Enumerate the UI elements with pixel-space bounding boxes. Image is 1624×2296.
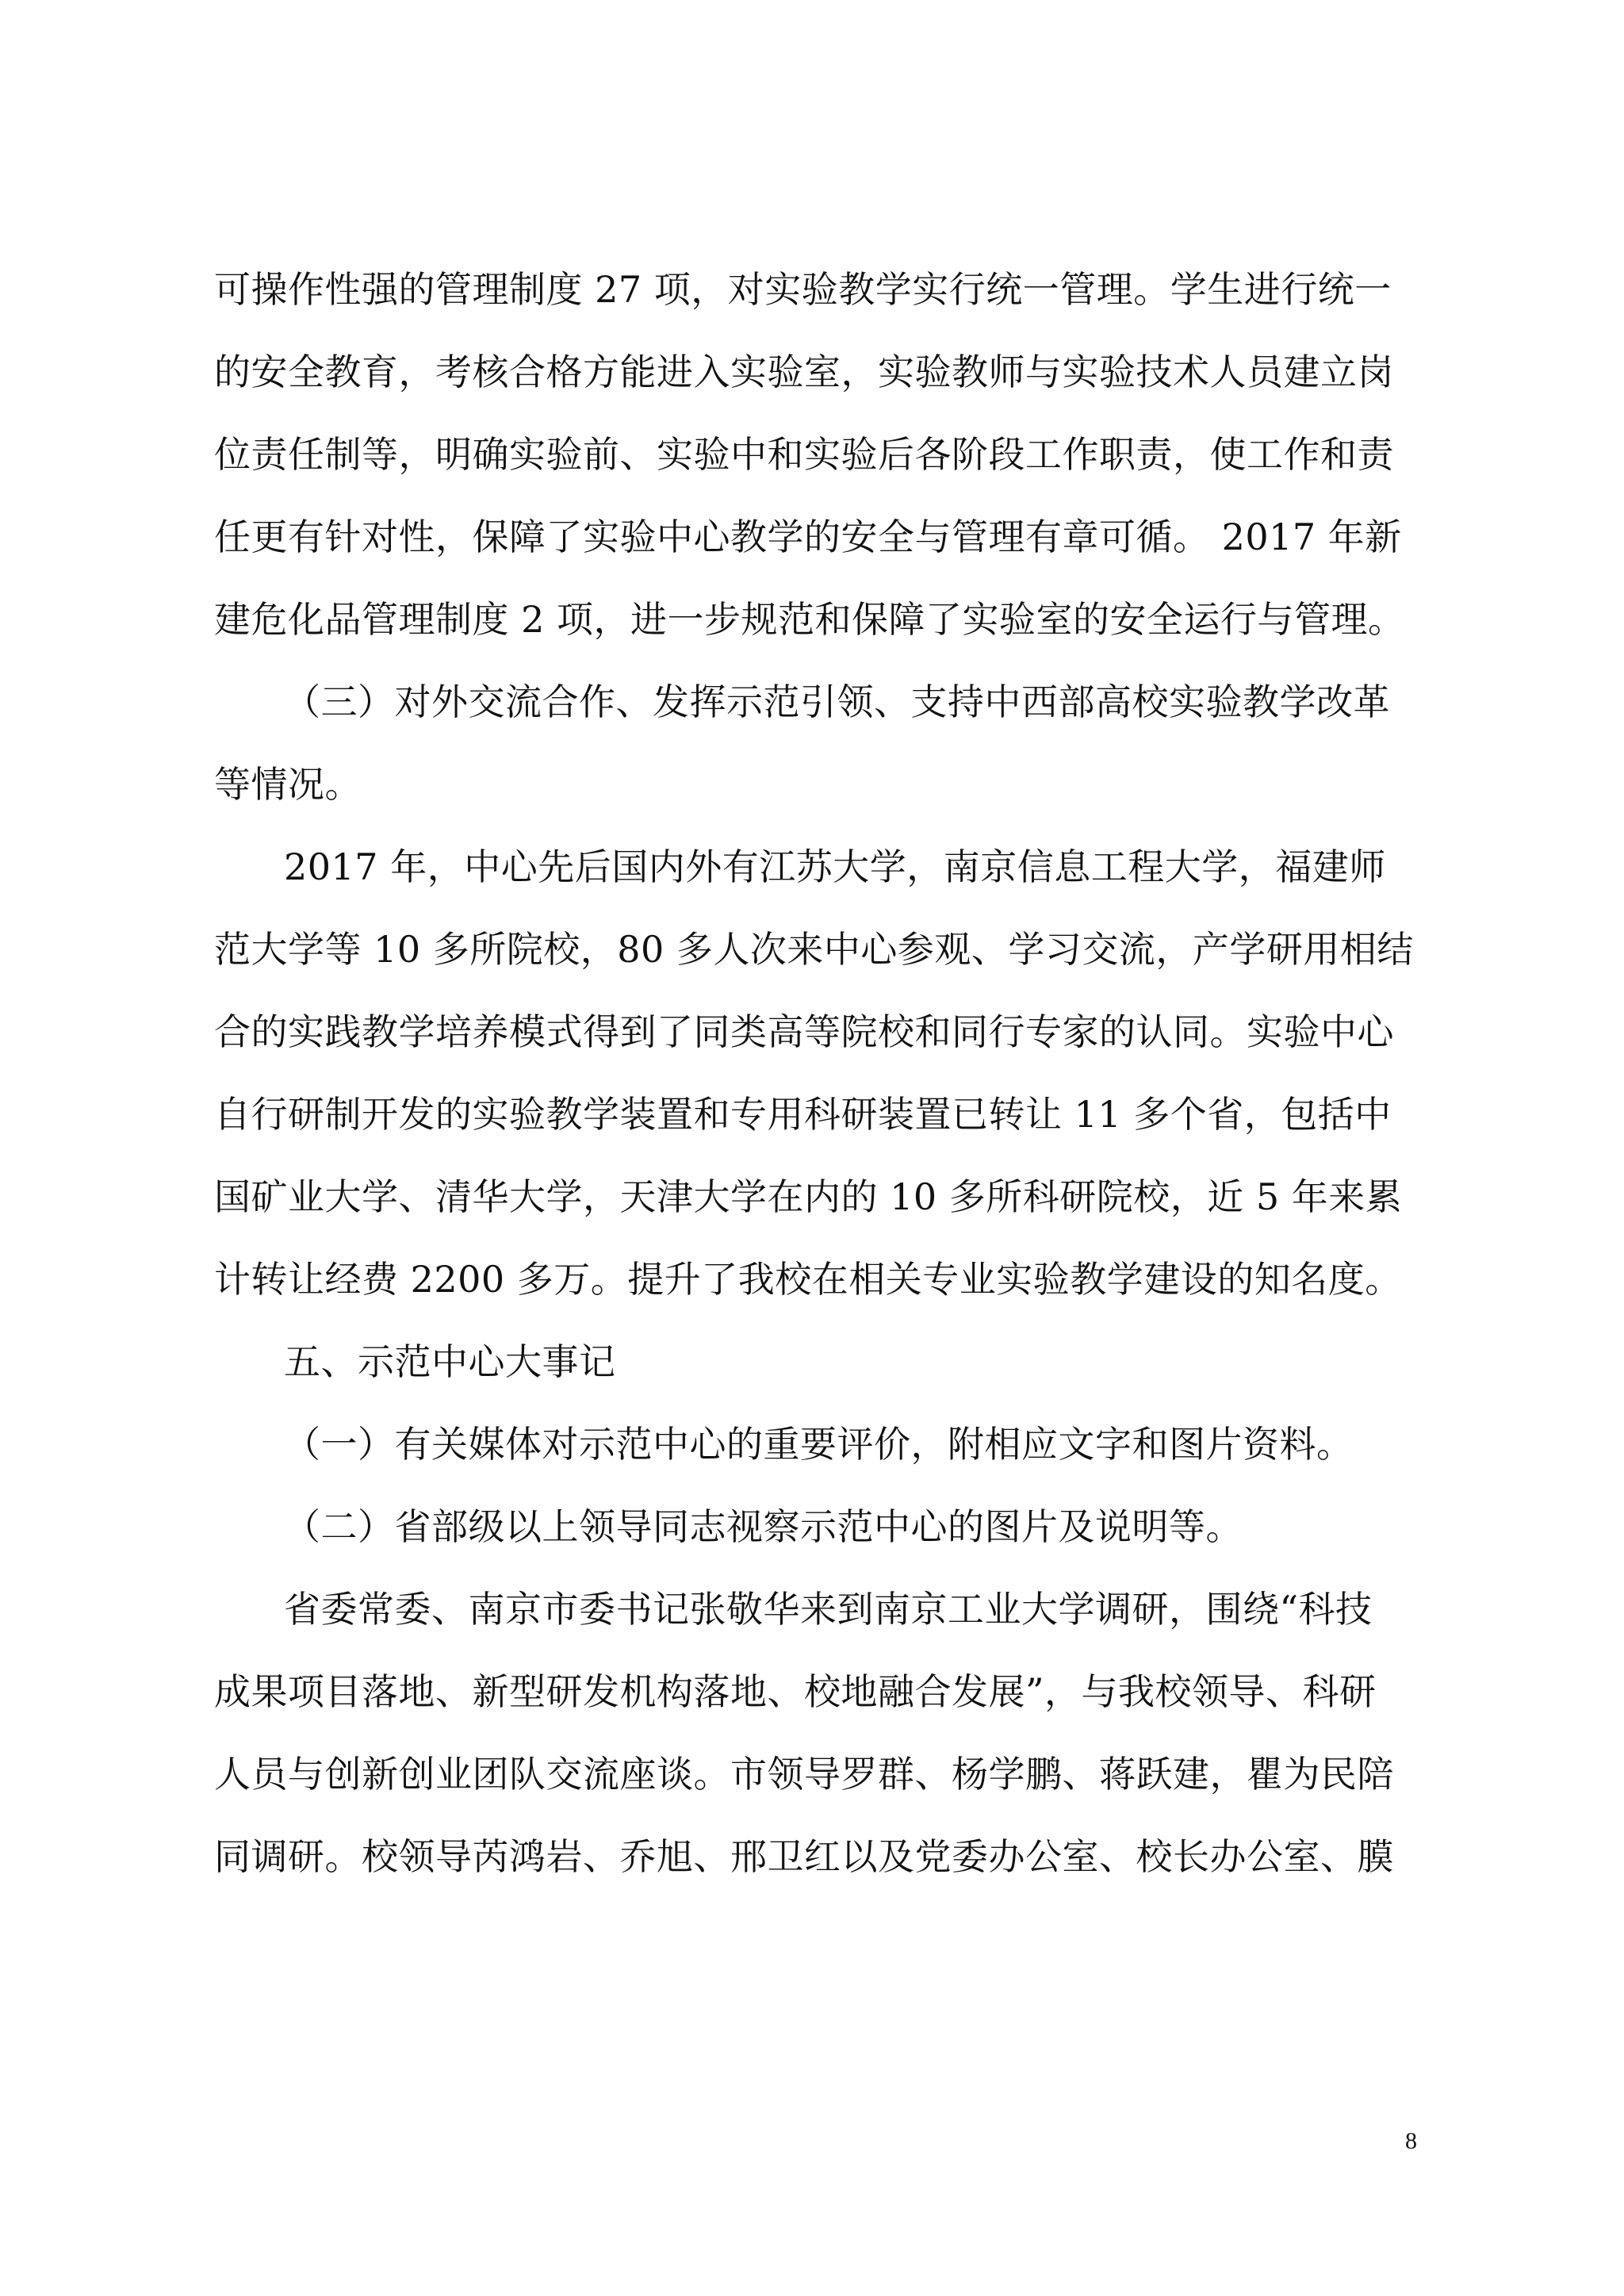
body-text-line: 位责任制等，明确实验前、实验中和实验后各阶段工作职责，使工作和责 (214, 433, 1394, 476)
body-text-line: 计转让经费 2200 多万。提升了我校在相关专业实验教学建设的知名度。 (214, 1258, 1402, 1301)
body-text-line: 可操作性强的管理制度 27 项，对实验教学实行统一管理。学生进行统一 (214, 268, 1392, 311)
body-text-line: 合的实践教学培养模式得到了同类高等院校和同行专家的认同。实验中心 (214, 1010, 1394, 1053)
body-text-line: 人员与创新创业团队交流座谈。市领导罗群、杨学鹏、蒋跃建，瞿为民陪 (214, 1753, 1394, 1796)
body-text-line: 成果项目落地、新型研发机构落地、校地融合发展”，与我校领导、科研 (214, 1670, 1377, 1713)
subheading-line: （一）有关媒体对示范中心的重要评价，附相应文字和图片资料。 (284, 1423, 1354, 1466)
section-heading: 五、示范中心大事记 (284, 1340, 616, 1383)
body-text-line: 同调研。校领导芮鸿岩、乔旭、邢卫红以及党委办公室、校长办公室、膜 (214, 1835, 1394, 1878)
body-text-line: 2017 年，中心先后国内外有江苏大学，南京信息工程大学，福建师 (284, 845, 1386, 888)
subheading-line: （三）对外交流合作、发挥示范引领、支持中西部高校实验教学改革 (284, 680, 1390, 723)
subheading-line: 等情况。 (214, 763, 362, 806)
subheading-line: （二）省部级以上领导同志视察示范中心的图片及说明等。 (284, 1505, 1243, 1548)
body-text-line: 任更有针对性，保障了实验中心教学的安全与管理有章可循。 2017 年新 (214, 516, 1402, 558)
body-text-line: 的安全教育，考核合格方能进入实验室，实验教师与实验技术人员建立岗 (214, 351, 1394, 393)
body-text-line: 范大学等 10 多所院校，80 多人次来中心参观、学习交流，产学研用相结 (214, 928, 1414, 971)
body-text-line: 省委常委、南京市委书记张敬华来到南京工业大学调研，围绕“科技 (284, 1588, 1373, 1631)
body-text-line: 建危化品管理制度 2 项，进一步规范和保障了实验室的安全运行与管理。 (214, 598, 1405, 641)
body-text-line: 自行研制开发的实验教学装置和专用科研装置已转让 11 多个省，包括中 (214, 1093, 1392, 1136)
page-number: 8 (1405, 2128, 1417, 2154)
body-text-line: 国矿业大学、清华大学，天津大学在内的 10 多所科研院校，近 5 年来累 (214, 1175, 1403, 1218)
